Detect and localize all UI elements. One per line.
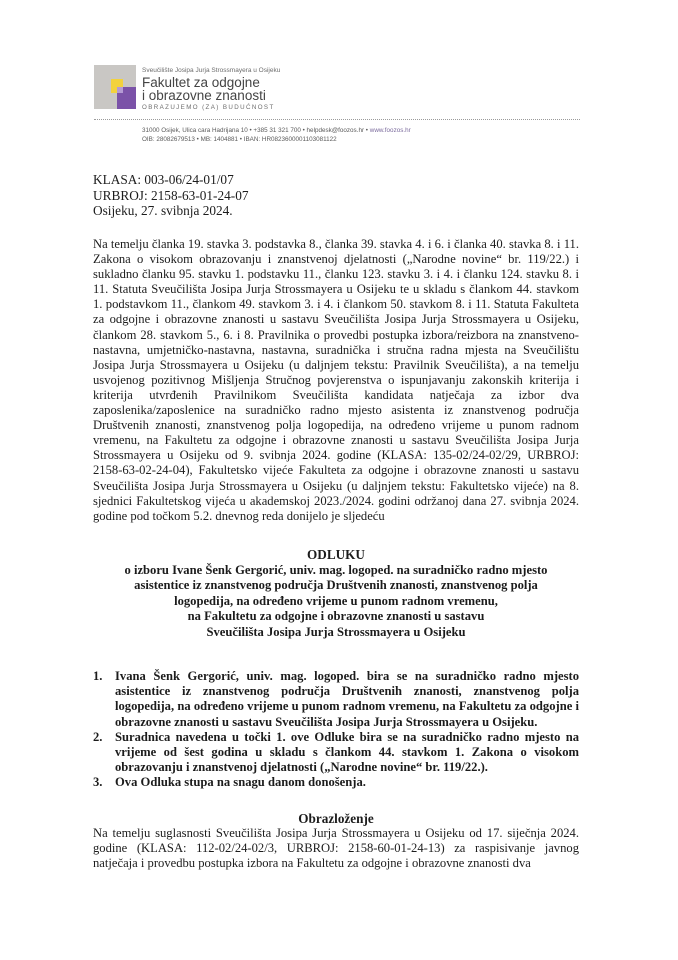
- place-date: Osijeku, 27. svibnja 2024.: [93, 203, 233, 218]
- urbroj: URBROJ: 2158-63-01-24-07: [93, 187, 249, 203]
- decision-item: 1. Ivana Šenk Gergorić, univ. mag. logoped. bira se na suradničko radno mjesto asistentice iz znanstvenog područja Društvenih znanosti, znanstvenog polja logopedija, na određeno vrijeme u punom radnom vremenu, na Fakultetu za odgojne i obrazovne znanosti u sastavu Sveučilišta Josipa Jurja Strossmayera u Osijeku.: [93, 669, 579, 729]
- preamble-paragraph: Na temelju članka 19. stavka 3. podstavka 8., članka 39. stavka 4. i 6. i članka 40. stavka 8. i 11. Zakona o visokom obrazovanju i znanstvenoj djelatnosti („Narodne novine“ br. 119/22.) i sukladno članku 95. stavku 1. podstavku 11., članku 123. stavku 3. i 4. i članku 124. stavku 8. i 11. Statuta Sveučilišta Josipa Jurja Strossmayera u Osijeku te u skladu s člankom 44. stavkom 1. podstavkom 11., člankom 49. stavkom 3. i 4. i člankom 50. stavkom 8. i 11. Statuta Fakulteta za odgojne i obrazovne znanosti u sastavu Sveučilišta Josipa Jurja Strossmayera u Osijeku, člankom 28. stavkom 5., 6. i 8. Pravilnika o provedbi postupka izbora/reizbora na znanstveno-nastavna, umjetničko-nastavna, nastavna, suradnička i stručna radna mjesta na Sveučilištu Josipa Jurja Strossmayera u Osijeku (u daljnjem tekstu: Pravilnik Sveučilišta), a na temelju usvojenog pozitivnog Mišljenja Stručnog povjerenstva o ispunjavanju zakonskih kriterija i kriterija utvrđenih Pravilnikom Sveučilišta kandidata natječaja za izbor dva zaposlenika/zaposlenice na suradničko radno mjesto asistenta iz znanstvenog područja Društvenih znanosti, znanstvenog polja logopedija, na određeno vrijeme u punom radnom vremenu, na Fakultetu za odgojne i obrazovne znanosti u sastavu Sveučilišta Josipa Jurja Strossmayera u Osijeku od 9. svibnja 2024. godine (KLASA: 135-02/24-02/29, URBROJ: 2158-63-02-24-04), Fakultetsko vijeće Fakulteta za odgojne i obrazovne znanosti u sastavu Sveučilišta Josipa Jurja Strossmayera u Osijeku (u daljnjem tekstu: Fakultetsko vijeće) na 8. sjednici Fakultetskog vijeća u akademskoj 2023./2024. godini održanoj dana 27. svibnja 2024. godine pod točkom 5.2. dnevnog reda donijelo je sljedeću: [93, 237, 579, 523]
- decision-subtitle: o izboru Ivane Šenk Gergorić, univ. mag. logoped. na suradničko radno mjesto asistentice iz znanstvenog područja Društvenih znanosti, znanstvenog polja logopedija, na određeno vrijeme u punom radnom vremenu, na Fakultetu za odgojne i obrazovne znanosti u sastavu Sveučilišta Josipa Jurja Strossmayera u Osijeku: [124, 563, 548, 639]
- decision-title: ODLUKU: [307, 547, 365, 562]
- contact-info: 31000 Osijek, Ulica cara Hadrijana 10 • +385 31 321 700 • helpdesk@foozos.hr • www.foozos.hr OIB: 28082679513 • MB: 1404881 • IBAN: HR0823600001103081122: [142, 127, 411, 143]
- decision-item: 2. Suradnica navedena u točki 1. ove Odluke bira se na suradničko radno mjesto na vrijeme od šest godina u skladu s člankom 44. stavkom 1. Zakona o visokom obrazovanju i znanstvenoj djelatnosti („Narodne novine“ br. 119/22.).: [93, 729, 579, 775]
- university-name: Sveučilište Josipa Jurja Strossmayera u Osijeku: [142, 67, 281, 74]
- klasa: KLASA: 003-06/24-01/07: [93, 172, 234, 187]
- reference-block: [93, 172, 249, 219]
- header-divider: [94, 119, 580, 120]
- website-link[interactable]: www.foozos.hr: [369, 127, 411, 134]
- reasoning-title: Obrazloženje: [298, 811, 374, 826]
- reasoning-paragraph: Na temelju suglasnosti Sveučilišta Josipa Jurja Strossmayera u Osijeku od 17. siječnja 2024. godine (KLASA: 112-02/24-02/3, URBROJ: 2158-60-01-24-13) za raspisivanje javnog natječaja i provedbu postupka izbora na Fakultetu za odgojne i obrazovne znanosti dva: [93, 826, 579, 871]
- faculty-name: Fakultet za odgojne i obrazovne znanosti: [142, 75, 266, 103]
- decision-item: 3. Ova Odluka stupa na snagu danom donošenja.: [93, 775, 366, 790]
- decision-items: [93, 669, 579, 791]
- faculty-tagline: OBRAZUJEMO (ZA) BUDUĆNOST: [142, 104, 275, 111]
- faculty-logo: [94, 65, 136, 109]
